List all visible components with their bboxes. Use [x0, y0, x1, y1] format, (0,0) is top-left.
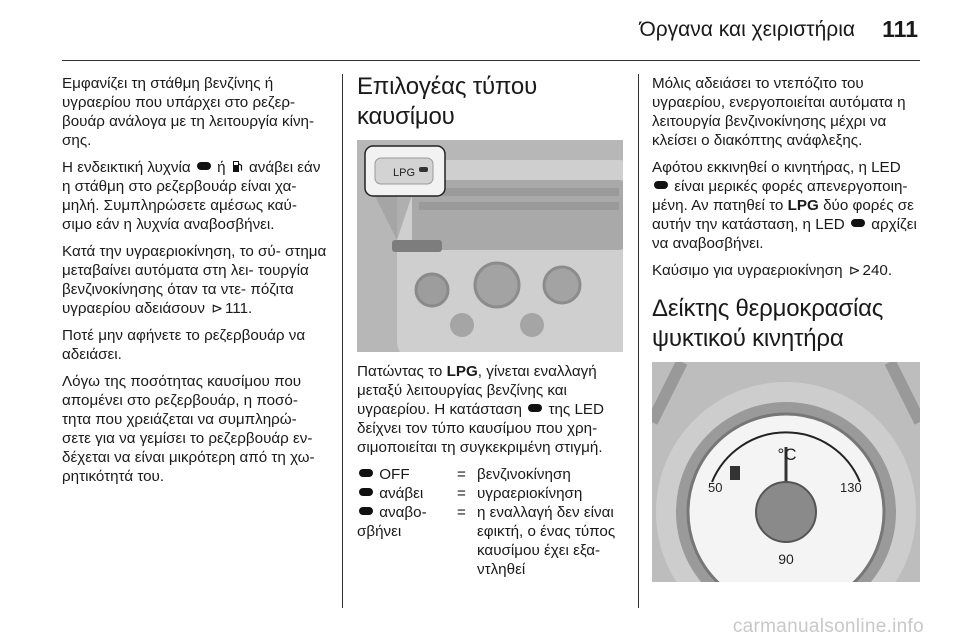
led-indicator-icon	[359, 469, 373, 477]
page-reference-icon: ⊳	[848, 262, 861, 278]
paragraph	[652, 158, 922, 253]
led-indicator-icon	[851, 219, 865, 227]
coolant-gauge-figure	[652, 362, 920, 582]
led-indicator-icon	[654, 181, 668, 189]
legend-row	[357, 465, 623, 484]
lpg-label: LPG	[446, 363, 478, 380]
text: Κατά την υγραεριοκίνηση, το σύ- στημα μεταβαίνει αυτόματα στη λει- τουργία βενζινοκίνησης όταν τα ντε- πόζιτα υγραερίου αδειάσουν	[62, 243, 327, 317]
paragraph: Εμφανίζει τη στάθμη βενζίνης ή υγραερίου που υπάρχει στο ρεζερ- βουάρ ανάλογα με τη λειτουργία κίνη- σης.	[62, 75, 315, 149]
paragraph	[357, 362, 623, 457]
page-header	[0, 0, 960, 62]
text: της LED δείχνει τον τύπο καυσίμου που χρη- σιμοποιείται τη συγκεκριμένη στιγμή.	[357, 401, 604, 456]
text: είναι μερικές φορές απενεργοποιη- μένη. Αν πατηθεί το	[652, 178, 908, 214]
text: Πατώντας το	[357, 363, 443, 380]
dashboard-illustration	[357, 140, 623, 352]
column-3	[652, 74, 922, 592]
legend-equals: =	[457, 466, 466, 483]
section-heading: Δείκτης θερμοκρασίας ψυκτικού κινητήρα	[652, 295, 884, 352]
page-reference-icon: ⊳	[211, 300, 223, 316]
paragraph	[652, 261, 922, 280]
legend-key: αναβο- σβήνει	[357, 504, 427, 540]
legend-equals: =	[457, 485, 466, 502]
section-heading: Επιλογέας τύπου καυσίμου	[357, 73, 537, 130]
legend-value: υγραεριοκίνηση	[477, 485, 583, 502]
paragraph: Λόγω της ποσότητας καυσίμου που απομένει στο ρεζερβουάρ, η ποσό- τητα που χρειάζεται να συμπληρώ- σετε για να γεμίσει το ρεζερβουάρ εν- δέχεται να είναι μικρότερη από τη χω- ρητικότητά του.	[62, 373, 315, 485]
led-state-legend	[357, 465, 623, 579]
text: Η ενδεικτική λυχνία	[62, 159, 191, 176]
gauge-label-high: 130	[840, 480, 862, 495]
text: δύο φορές σε αυτήν την κατάσταση, η LED	[652, 197, 914, 233]
lpg-label: LPG	[787, 197, 819, 214]
text: , γίνεται εναλλαγή μεταξύ λειτουργίας βενζίνης και υγραερίου. Η κατάσταση	[357, 363, 597, 418]
gauge-label-mid: 90	[778, 551, 794, 567]
led-indicator-icon	[528, 404, 542, 412]
coolant-gauge-illustration	[652, 362, 920, 582]
lpg-button-figure	[357, 140, 623, 352]
lpg-button-label: LPG	[392, 167, 416, 179]
page-number: 111	[882, 16, 918, 42]
column-1	[62, 74, 328, 494]
text: ανάβει εάν η στάθμη στο ρεζερβουάρ είναι χα- μηλή. Συμπληρώσετε αμέσως καύ- σιμο εάν η λυχνία αναβοσβήνει.	[62, 159, 321, 233]
paragraph	[62, 158, 328, 234]
legend-key: ανάβει	[379, 485, 424, 502]
gauge-label-low: 50	[708, 480, 723, 495]
legend-value: η εναλλαγή δεν είναι εφικτή, ο ένας τύπος καυσίμου έχει εξα- ντληθεί	[477, 504, 616, 578]
led-indicator-icon	[359, 488, 373, 496]
page-reference[interactable]: 240.	[862, 262, 893, 279]
header-divider	[62, 60, 920, 61]
legend-value: βενζινοκίνηση	[477, 466, 571, 483]
legend-row	[357, 484, 623, 503]
legend-row	[357, 503, 623, 579]
paragraph	[62, 242, 328, 318]
text: ή	[217, 159, 226, 176]
watermark: carmanualsonline.info	[732, 616, 924, 637]
paragraph: Μόλις αδειάσει το ντεπόζιτο του υγραερίου, ενεργοποιείται αυτόματα η λειτουργία βενζινοκίνησης μέχρι να κλείσει ο διακόπτης ανάφλεξης.	[652, 75, 906, 149]
text: Καύσιμο για υγραεριοκίνηση	[652, 262, 843, 279]
legend-equals: =	[457, 504, 466, 521]
paragraph: Ποτέ μην αφήνετε το ρεζερβουάρ να αδειάσει.	[62, 327, 306, 363]
led-indicator-icon	[197, 162, 211, 170]
section-title: Όργανα και χειριστήρια	[639, 18, 855, 41]
legend-key: OFF	[379, 466, 410, 483]
column-divider	[638, 74, 639, 608]
text: Αφότου εκκινηθεί ο κινητήρας, η LED	[652, 159, 901, 176]
gauge-unit: °C	[777, 445, 797, 464]
column-divider	[342, 74, 343, 608]
led-indicator-icon	[359, 507, 373, 515]
page-reference[interactable]: 111.	[224, 300, 253, 317]
column-2	[357, 72, 623, 579]
text: αρχίζει να αναβοσβήνει.	[652, 216, 917, 252]
fuel-pump-icon	[232, 160, 243, 173]
